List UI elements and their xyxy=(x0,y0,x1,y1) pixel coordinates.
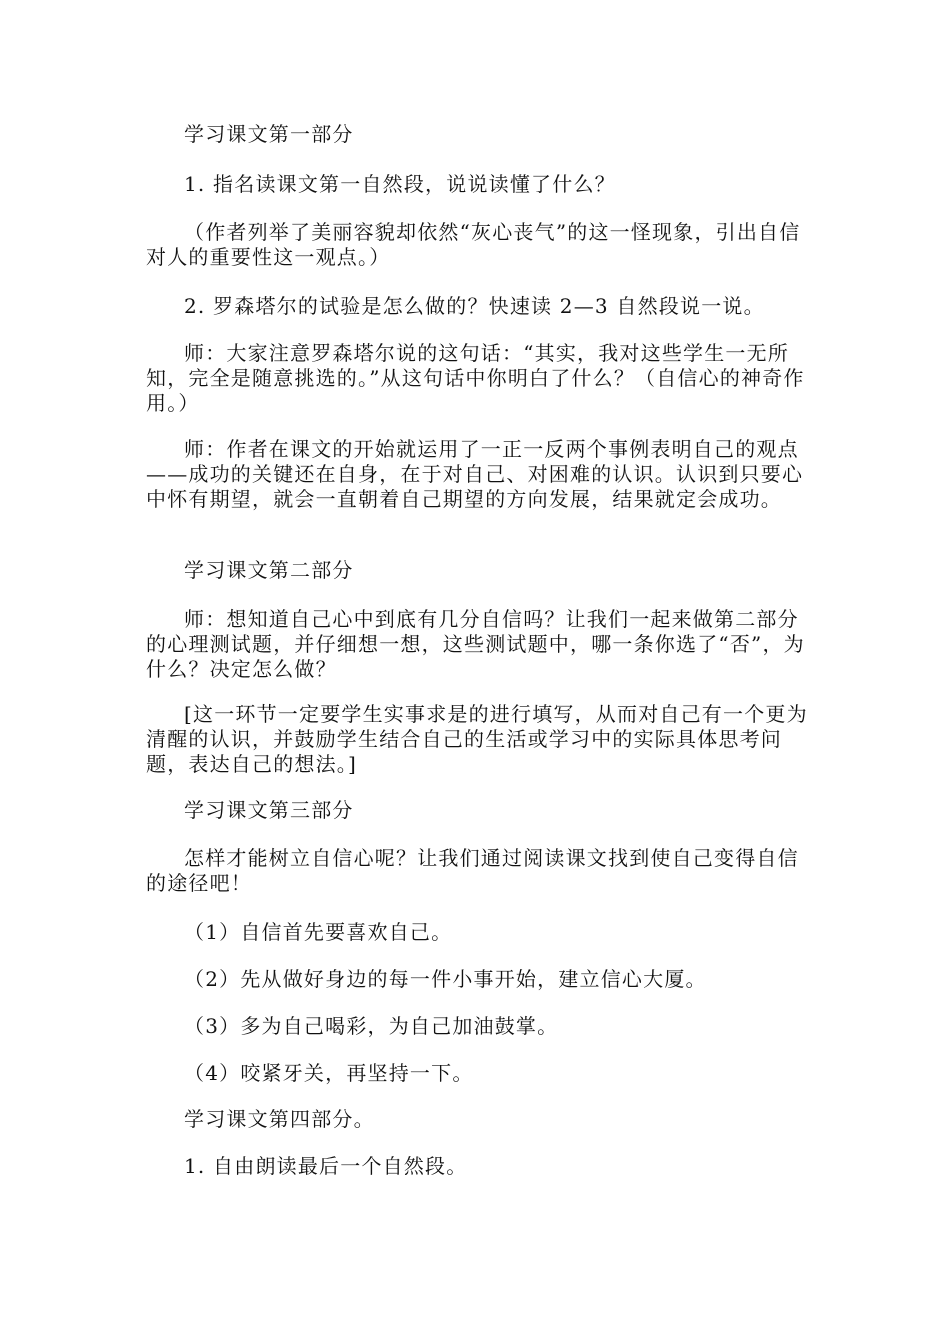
list-item-2: （2）先从做好身边的每一件小事开始，建立信心大厦。 xyxy=(184,967,707,991)
section-heading-part-4: 学习课文第四部分。 xyxy=(184,1107,375,1131)
section-heading-part-2: 学习课文第二部分 xyxy=(184,558,354,582)
question-1: 1. 指名读课文第一自然段，说说读懂了什么？ xyxy=(184,172,616,196)
prompt-paragraph: 怎样才能树立自信心呢？让我们通过阅读课文找到使自己变得自信的途径吧！ xyxy=(146,846,799,895)
teacher-remark-3: 师：想知道自己心中到底有几分自信吗？让我们一起来做第二部分的心理测试题，并仔细想一想，这些测试题中，哪一条你选了“否”，为什么？决定怎么做？ xyxy=(146,607,805,681)
list-item-3: （3）多为自己喝彩，为自己加油鼓掌。 xyxy=(184,1014,559,1038)
teacher-remark-1: 师：大家注意罗森塔尔说的这句话：“其实，我对这些学生一无所知，完全是随意挑选的。”从这句话中你明白了什么？（自信心的神奇作用。） xyxy=(146,341,805,415)
teacher-remark-2: 师：作者在课文的开始就运用了一正一反两个事例表明自己的观点——成功的关键还在自身，在于对自己、对困难的认识。认识到只要心中怀有期望，就会一直朝着自己期望的方向发展，结果就定会成功。 xyxy=(146,437,804,511)
section-heading-part-3: 学习课文第三部分 xyxy=(184,798,354,822)
task-1: 1. 自由朗读最后一个自然段。 xyxy=(184,1154,468,1178)
section-heading-part-1: 学习课文第一部分 xyxy=(184,122,354,146)
list-item-4: （4）咬紧牙关，再坚持一下。 xyxy=(184,1061,474,1085)
question-2: 2. 罗森塔尔的试验是怎么做的？快速读 2—3 自然段说一说。 xyxy=(184,294,765,318)
answer-note-1: （作者列举了美丽容貌却依然“灰心丧气”的这一怪现象，引出自信对人的重要性这一观点。） xyxy=(146,220,801,269)
list-item-1: （1）自信首先要喜欢自己。 xyxy=(184,920,453,944)
teaching-note: [这一环节一定要学生实事求是的进行填写，从而对自己有一个更为清醒的认识，并鼓励学生结合自己的生活或学习中的实际具体思考问题，表达自己的想法。] xyxy=(146,702,808,776)
